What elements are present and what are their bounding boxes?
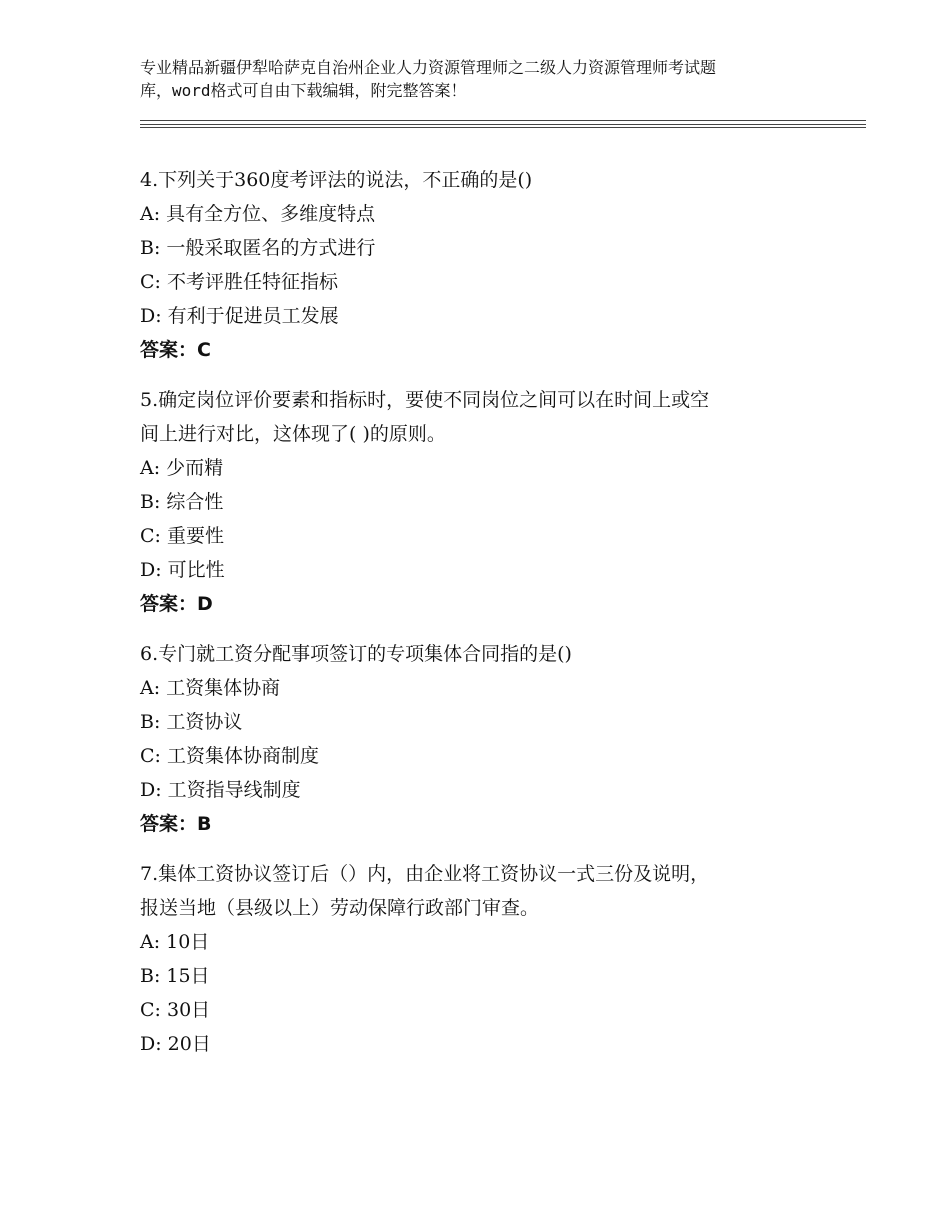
option-a: A: 具有全方位、多维度特点: [140, 203, 376, 225]
question-stem-line-2: 报送当地（县级以上）劳动保障行政部门审查。: [140, 897, 540, 919]
answer-label: 答案：C: [140, 339, 211, 361]
option-d: D: 工资指导线制度: [140, 779, 301, 801]
question-6: [140, 637, 840, 841]
header-rule-bottom: [140, 127, 866, 128]
question-list: [140, 163, 840, 1077]
header-line-2: 库，word格式可自由下载编辑，附完整答案！: [140, 81, 467, 100]
question-stem-line-1: 7.集体工资协议签订后（）内，由企业将工资协议一式三份及说明，: [140, 863, 710, 885]
question-stem-line-1: 5.确定岗位评价要素和指标时，要使不同岗位之间可以在时间上或空: [140, 389, 710, 411]
header-line-1: 专业精品新疆伊犁哈萨克自治州企业人力资源管理师之二级人力资源管理师考试题: [140, 58, 717, 77]
option-d: D: 有利于促进员工发展: [140, 305, 339, 327]
option-b: B: 综合性: [140, 491, 224, 513]
document-header: [140, 56, 830, 102]
header-rule-middle: [140, 124, 866, 125]
option-b: B: 工资协议: [140, 711, 243, 733]
answer-label: 答案：D: [140, 593, 213, 615]
option-b: B: 一般采取匿名的方式进行: [140, 237, 376, 259]
question-5: [140, 383, 840, 621]
option-c: C: 重要性: [140, 525, 224, 547]
question-stem: 4.下列关于360度考评法的说法，不正确的是(): [140, 169, 533, 191]
option-a: A: 少而精: [140, 457, 224, 479]
question-stem: 6.专门就工资分配事项签订的专项集体合同指的是(): [140, 643, 572, 665]
question-stem-line-2: 间上进行对比，这体现了( )的原则。: [140, 423, 446, 445]
option-a: A: 10日: [140, 931, 210, 953]
option-d: D: 可比性: [140, 559, 225, 581]
question-4: [140, 163, 840, 367]
option-c: C: 不考评胜任特征指标: [140, 271, 338, 293]
header-rule-top: [140, 120, 866, 121]
question-7: [140, 857, 840, 1061]
option-c: C: 30日: [140, 999, 211, 1021]
option-a: A: 工资集体协商: [140, 677, 281, 699]
option-b: B: 15日: [140, 965, 210, 987]
answer-label: 答案：B: [140, 813, 212, 835]
option-c: C: 工资集体协商制度: [140, 745, 319, 767]
option-d: D: 20日: [140, 1033, 211, 1055]
